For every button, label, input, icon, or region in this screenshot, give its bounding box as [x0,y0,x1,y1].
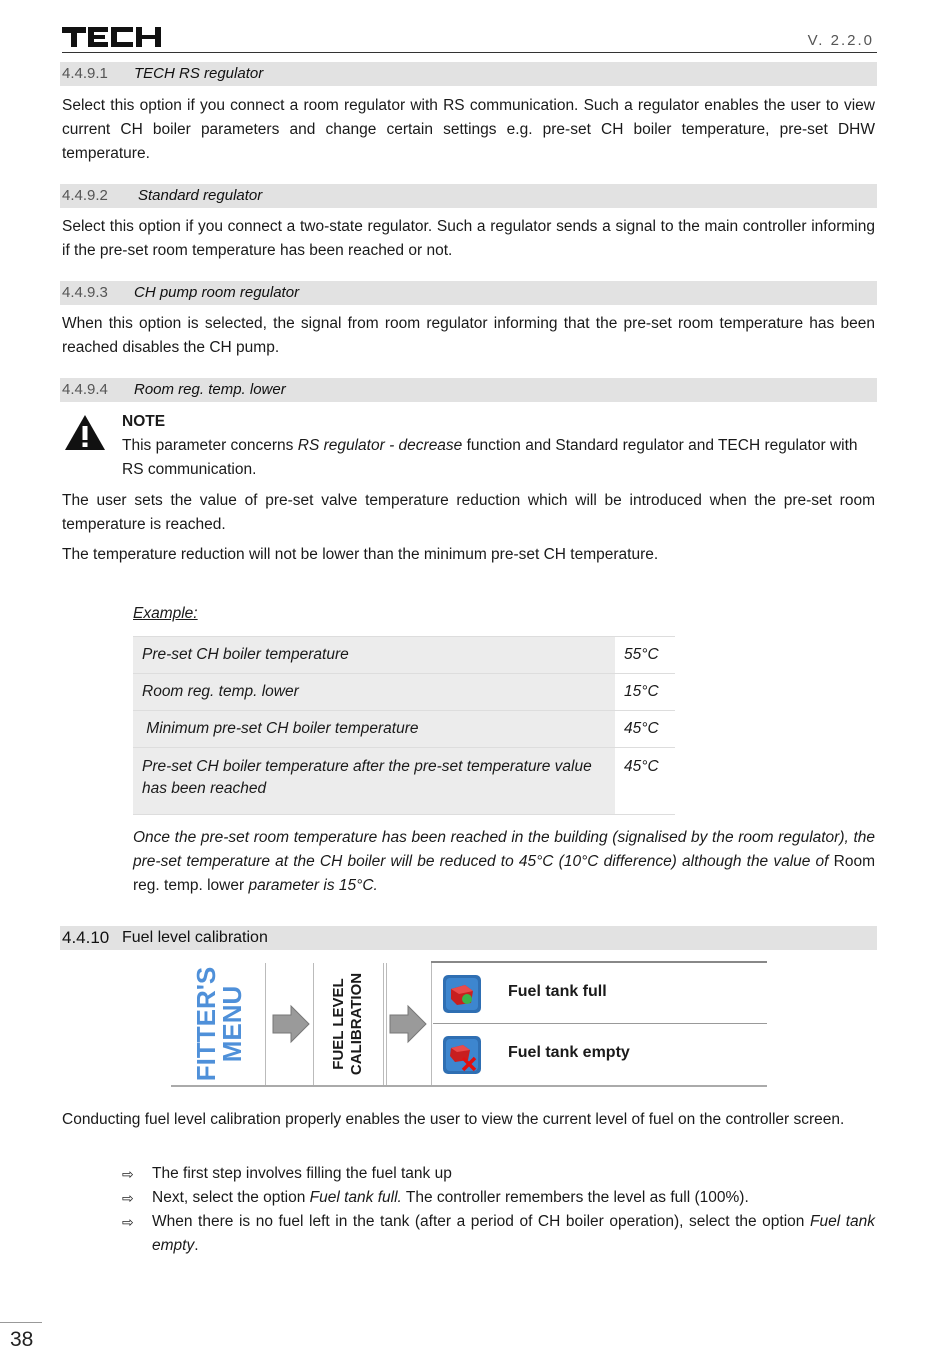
reduction-paragraph: The user sets the value of pre-set valve temperature reduction which will be introduced when the pre-set room temperature is reached. [62,492,875,533]
menu-option-fuel-tank-full[interactable] [433,963,767,1023]
arrow-bullet-icon: ⇨ [122,1214,134,1230]
section-number: 4.4.9.4 [62,381,108,398]
reduction-limit-paragraph: The temperature reduction will not be lower than the minimum pre-set CH temperature. [62,546,659,563]
list-item: ⇨ When there is no fuel left in the tank (after a period of CH boiler operation), select the option Fuel tank empty. [122,1210,875,1258]
diagram-divider [265,963,266,1085]
section-heading-room-reg-temp-lower [60,378,877,402]
menu-option-fuel-tank-empty[interactable] [433,1024,767,1084]
note-title: NOTE [122,413,166,430]
section-title: TECH RS regulator [134,65,264,82]
page-number: 38 [10,1328,34,1351]
diagram-border [171,1085,767,1087]
section-paragraph: Select this option if you connect a room regulator with RS communication. Such a regulator enables the user to view current CH boiler parameters and change certain settings e.g. pre-set CH boiler temperature, pre-set DHW temperature. [62,97,875,162]
section-title: Standard regulator [138,187,263,204]
table-row [133,637,675,674]
fuel-tank-full-icon [443,975,481,1013]
note-body: This parameter concerns RS regulator - decrease function and Standard regulator and TECH regulator with RS communication. [122,437,858,478]
section-heading-standard-regulator [60,184,877,208]
section-title: Fuel level calibration [122,929,268,946]
section-paragraph: Select this option if you connect a two-state regulator. Such a regulator sends a signal to the main controller informing if the pre-set room temperature has been reached or not. [62,218,875,259]
section-number: 4.4.9.2 [62,187,108,204]
fitters-menu-label: FITTER'S MENU [191,966,247,1082]
diagram-divider [431,963,432,1085]
table-row [133,711,675,748]
list-item: ⇨ Next, select the option Fuel tank full. The controller remembers the level as full (100%). [122,1186,875,1210]
footer-divider [0,1322,42,1323]
section-paragraph: When this option is selected, the signal from room regulator informing that the pre-set room temperature has been reached disables the CH pump. [62,315,875,356]
arrow-right-icon [271,1004,311,1044]
table-key: Minimum pre-set CH boiler temperature [133,711,615,748]
tech-logo [62,25,162,49]
section-heading-ch-pump-room-regulator [60,281,877,305]
version-label: V. 2.2.0 [807,32,874,49]
arrow-right-icon [388,1004,428,1044]
calibration-intro: Conducting fuel level calibration properly enables the user to view the current level of fuel on the controller screen. [62,1111,845,1128]
list-item: ⇨ The first step involves filling the fuel tank up [122,1162,875,1186]
example-label: Example: [133,605,198,622]
calibration-steps [122,1162,875,1258]
warning-icon [64,414,106,452]
section-number: 4.4.10 [62,928,110,947]
menu-path-diagram [171,961,767,1087]
table-key: Pre-set CH boiler temperature [133,637,615,674]
fuel-tank-empty-icon [443,1036,481,1074]
table-key: Room reg. temp. lower [133,674,615,711]
diagram-divider [383,963,384,1085]
option-label: Fuel tank full [508,983,607,1000]
table-row [133,748,675,815]
fuel-level-calibration-label: FUEL LEVEL CALIBRATION [330,972,365,1076]
example-table [133,636,675,815]
section-heading-tech-rs-regulator [60,62,877,86]
arrow-bullet-icon: ⇨ [122,1190,134,1206]
section-heading-fuel-level-calibration [60,926,877,950]
header-divider [62,52,877,53]
table-key: Pre-set CH boiler temperature after the pre-set temperature value has been reached [133,748,615,815]
table-value: 45°C [615,711,675,748]
section-title: CH pump room regulator [134,284,300,301]
table-row [133,674,675,711]
diagram-divider [386,963,387,1085]
option-label: Fuel tank empty [508,1044,630,1061]
table-value: 55°C [615,637,675,674]
arrow-bullet-icon: ⇨ [122,1166,134,1182]
example-explanation: Once the pre-set room temperature has been reached in the building (signalised by the room regulator), the pre-set temperature at the CH boiler will be reduced to 45°C (10°C difference) although the value of Room reg. temp. lower parameter is 15°C. [133,829,875,894]
table-value: 15°C [615,674,675,711]
section-number: 4.4.9.1 [62,65,108,82]
section-title: Room reg. temp. lower [134,381,286,398]
section-number: 4.4.9.3 [62,284,108,301]
table-value: 45°C [615,748,675,815]
